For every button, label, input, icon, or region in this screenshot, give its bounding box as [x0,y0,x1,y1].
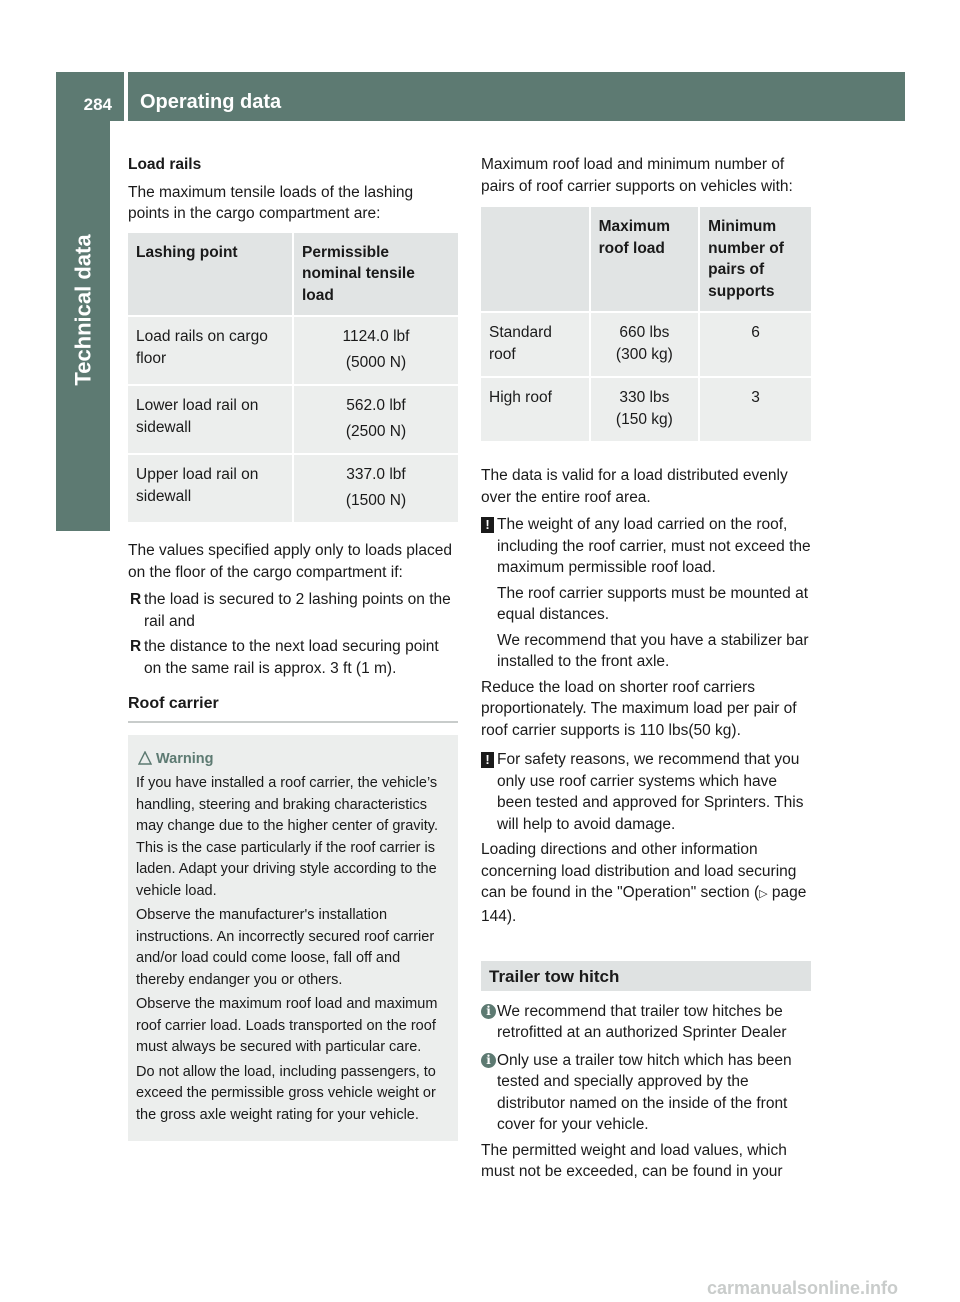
value-kg: (150 kg) [615,410,673,428]
value-lbs: 660 lbs [619,324,670,341]
loading-text-main: Loading directions and other information concerning load distribution and load securing can be found in the "Operation" section ( [481,841,797,901]
reduce-text: Reduce the load on shorter roof carriers proportionately. The maximum load per pair of roof carrier supports is 110 lbs(50 kg). [481,678,797,739]
note-paragraph: We recommend that you have a stabilizer bar installed to the front axle. [497,631,809,670]
loading-text [481,839,811,927]
value-lbf: 337.0 lbf [346,466,406,483]
table-header-cell [481,207,589,311]
side-tab-label: Technical data [70,234,96,386]
table-header-cell: Maximum roof load [591,207,699,311]
value-lbf: 1124.0 lbf [342,328,410,345]
bullet-mark: R [130,591,142,608]
left-column [128,154,458,1141]
warning-label: Warning [156,750,214,767]
value-newton: (1500 N) [345,491,407,509]
table-header-row [481,207,811,311]
caution-note [481,514,811,673]
table-cell [294,455,458,522]
exclamation-icon: ! [481,752,494,768]
table-row [128,455,458,522]
warning-box [128,735,458,1142]
roof-load-intro: Maximum roof load and minimum number of pairs of roof carrier supports on vehicles with: [481,156,793,195]
list-item-text: the distance to the next load securing point on the same rail is approx. 3 ft (1 m). [144,638,439,677]
page-ref-link[interactable]: page 144). [481,884,807,925]
note-paragraph: Only use a trailer tow hitch which has been tested and specially approved by the distributor named on the inside of the front cover for your vehicle. [497,1051,792,1133]
right-column [481,154,811,1189]
table-cell: Upper load rail on sidewall [128,455,292,522]
warning-paragraph: If you have installed a roof carrier, the vehicle’s handling, steering and braking characteristics may change due to the higher center of gravity. This is the case particularly if the roof carrier is laden. Adapt your driving style according to the vehicle load. [136,775,438,899]
bullet-mark: R [130,638,142,655]
value-kg: (300 kg) [615,345,673,363]
table-cell [294,317,458,384]
table-cell [591,313,699,376]
roof-carrier-heading: Roof carrier [128,693,458,723]
table-row [481,378,811,441]
table-cell: Load rails on cargo floor [128,317,292,384]
info-note [481,1050,811,1136]
table-header-cell: Minimum number of pairs of supports [700,207,811,311]
note-paragraph: The weight of any load carried on the roof, including the roof carrier, must not exceed the maximum permissible roof load. [497,516,811,576]
value-newton: (5000 N) [345,353,407,371]
exclamation-icon: ! [481,517,494,533]
list-item [128,589,458,632]
value-lbf: 562.0 lbf [346,397,406,414]
condition-text: The values specified apply only to loads placed on the floor of the cargo compartment if: [128,542,452,581]
table-cell: Standard roof [481,313,589,376]
caution-note [481,749,811,835]
load-rails-intro: The maximum tensile loads of the lashing points in the cargo compartment are: [128,183,414,222]
condition-list [128,589,458,679]
info-icon: i [481,1004,496,1019]
page-number: 284 [56,72,124,121]
trailer-heading: Trailer tow hitch [481,961,811,991]
info-icon: i [481,1053,496,1068]
table-cell: 6 [700,313,811,376]
warning-paragraph: Observe the manufacturer's installation instructions. An incorrectly secured roof carrier and/or load could come loose, fall off and thereby endanger you or others. [136,907,435,988]
permitted-text: The permitted weight and load values, which must not be exceeded, can be found in your [481,1141,787,1180]
list-item [128,636,458,679]
load-rails-heading: Load rails [128,156,202,173]
table-header-cell: Lashing point [128,233,292,316]
warning-header [136,749,450,771]
table-cell: Lower load rail on sidewall [128,386,292,453]
table-header-cell: Permissible nominal tensile load [294,233,458,316]
warning-paragraph: Observe the maximum roof load and maximum roof carrier load. Loads transported on the roof must always be secured with particular care. [136,996,438,1055]
note-paragraph: The roof carrier supports must be mounted at equal distances. [497,584,809,623]
table-cell [294,386,458,453]
value-newton: (2500 N) [345,422,407,440]
warning-paragraph: Do not allow the load, including passengers, to exceed the permissible gross vehicle weight or the gross axle weight rating for your vehicle. [136,1063,436,1123]
note-paragraph: We recommend that trailer tow hitches be retrofitted at an authorized Sprinter Dealer [497,1002,787,1041]
validity-text: The data is valid for a load distributed evenly over the entire roof area. [481,467,788,506]
lashing-table [126,231,460,525]
table-row [481,313,811,376]
warning-triangle-icon [138,751,152,765]
table-cell [591,378,699,441]
info-note [481,1001,811,1044]
value-lbs: 330 lbs [619,389,670,406]
page-ref-arrow-icon: ▷ [759,888,768,900]
list-item-text: the load is secured to 2 lashing points on the rail and [144,591,451,630]
roof-load-table [479,205,813,443]
table-header-row [128,233,458,316]
page-title: Operating data [128,72,905,121]
table-row [128,386,458,453]
table-cell: 3 [700,378,811,441]
watermark: carmanualsonline.info [706,1278,898,1298]
table-row [128,317,458,384]
table-cell: High roof [481,378,589,441]
note-paragraph: For safety reasons, we recommend that you only use roof carrier systems which have been tested and approved for Sprinters. This will help to avoid damage. [497,751,804,833]
